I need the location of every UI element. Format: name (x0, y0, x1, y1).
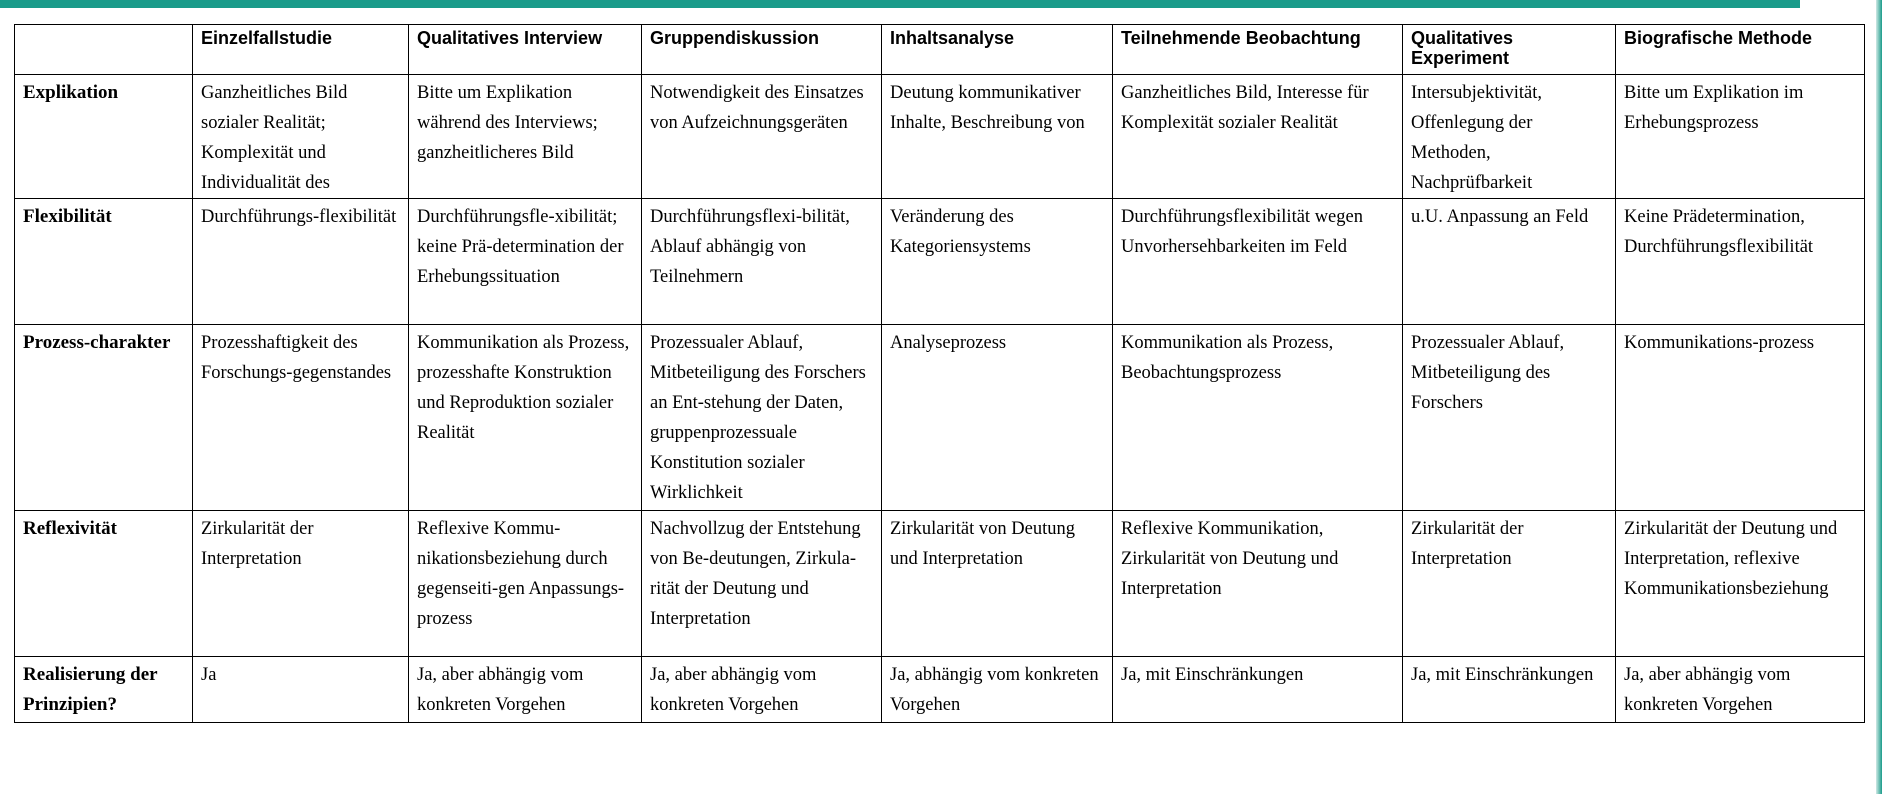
table-cell (1113, 75, 1403, 199)
header-einzelfallstudie: Einzelfallstudie (193, 25, 409, 75)
row-label-explikation: Explikation (15, 75, 193, 199)
table-cell: Prozessualer Ablauf, Mitbeteiligung des Forschers (1403, 325, 1616, 511)
table-cell: Ja, aber abhängig vom konkreten Vorgehen (642, 657, 882, 723)
table-cell: Ja, mit Einschränkungen (1113, 657, 1403, 723)
header-qualitatives-experiment: Qualitatives Experiment (1403, 25, 1616, 75)
table-cell: Keine Prädetermination, Durchführungsflexibilität (1616, 199, 1865, 325)
table-cell: Prozessualer Ablauf, Mitbeteiligung des Forschers an Ent-stehung der Daten, gruppenprozessuale Konstitution sozialer Wirklichkeit (642, 325, 882, 511)
header-biografische-methode: Biografische Methode (1616, 25, 1865, 75)
table-cell: Kommunikations-prozess (1616, 325, 1865, 511)
table-cell: Ja, aber abhängig vom konkreten Vorgehen (409, 657, 642, 723)
row-label-reflexivitaet: Reflexivität (15, 511, 193, 657)
cell-text: Intersubjektivität, Offenlegung der Methoden, Nachprüfbarkeit (1411, 83, 1543, 193)
table-cell: Ja, mit Einschränkungen (1403, 657, 1616, 723)
table-cell (409, 75, 642, 199)
table-cell: Durchführungsflexi-bilität, Ablauf abhängig von Teilnehmern (642, 199, 882, 325)
table-cell: Zirkularität der Interpretation (193, 511, 409, 657)
header-teilnehmende-beobachtung: Teilnehmende Beobachtung (1113, 25, 1403, 75)
table-cell: Ja, abhängig vom konkreten Vorgehen (882, 657, 1113, 723)
cell-text: Bitte um Explikation während des Interviews; ganzheitlicheres Bild (417, 83, 598, 163)
comparison-table-container (14, 24, 1865, 723)
table-cell (882, 75, 1113, 199)
table-cell: Veränderung des Kategoriensystems (882, 199, 1113, 325)
header-corner-cell (15, 25, 193, 75)
row-label-prozesscharakter: Prozess-charakter (15, 325, 193, 511)
table-cell: Zirkularität der Interpretation (1403, 511, 1616, 657)
cell-text: Deutung kommunikativer Inhalte, Beschreibung von (890, 83, 1085, 133)
table-cell: Kommunikation als Prozess, Beobachtungsprozess (1113, 325, 1403, 511)
table-cell (642, 75, 882, 199)
top-accent-bar (0, 0, 1800, 8)
right-edge-accent (1876, 0, 1882, 794)
table-cell (1403, 75, 1616, 199)
table-cell: Durchführungsflexibilität wegen Unvorhersehbarkeiten im Feld (1113, 199, 1403, 325)
table-cell: Kommunikation als Prozess, prozesshafte Konstruktion und Reproduktion sozialer Realität (409, 325, 642, 511)
header-gruppendiskussion: Gruppendiskussion (642, 25, 882, 75)
table-cell: Nachvollzug der Entstehung von Be-deutungen, Zirkula-rität der Deutung und Interpretation (642, 511, 882, 657)
table-cell: Analyseprozess (882, 325, 1113, 511)
table-cell: Prozesshaftigkeit des Forschungs-gegenstandes (193, 325, 409, 511)
table-header-row (15, 25, 1865, 75)
cell-text: Notwendigkeit des Einsatzes von Aufzeichnungsgeräten (650, 83, 864, 133)
cell-text: Ganzheitliches Bild sozialer Realität; Komplexität und Individualität des (201, 83, 348, 193)
table-cell: Reflexive Kommu-nikationsbeziehung durch gegenseiti-gen Anpassungs-prozess (409, 511, 642, 657)
table-cell: Reflexive Kommunikation, Zirkularität von Deutung und Interpretation (1113, 511, 1403, 657)
table-row (15, 75, 1865, 199)
table-cell: Zirkularität der Deutung und Interpretation, reflexive Kommunikationsbeziehung (1616, 511, 1865, 657)
table-cell: Durchführungs-flexibilität (193, 199, 409, 325)
cell-text: Bitte um Explikation im Erhebungsprozess (1624, 83, 1804, 133)
header-qualitatives-interview: Qualitatives Interview (409, 25, 642, 75)
table-row (15, 325, 1865, 511)
table-cell (1616, 75, 1865, 199)
row-label-realisierung: Realisierung der Prinzipien? (15, 657, 193, 723)
header-inhaltsanalyse: Inhaltsanalyse (882, 25, 1113, 75)
table-cell (193, 75, 409, 199)
methods-comparison-table (14, 24, 1865, 723)
table-row (15, 657, 1865, 723)
table-cell: Durchführungsfle-xibilität; keine Prä-determination der Erhebungssituation (409, 199, 642, 325)
table-cell: Ja (193, 657, 409, 723)
table-row (15, 199, 1865, 325)
table-cell: Zirkularität von Deutung und Interpretation (882, 511, 1113, 657)
table-row (15, 511, 1865, 657)
table-cell: Ja, aber abhängig vom konkreten Vorgehen (1616, 657, 1865, 723)
row-label-flexibilitaet: Flexibilität (15, 199, 193, 325)
table-cell: u.U. Anpassung an Feld (1403, 199, 1616, 325)
cell-text: Ganzheitliches Bild, Interesse für Komplexität sozialer Realität (1121, 83, 1369, 133)
